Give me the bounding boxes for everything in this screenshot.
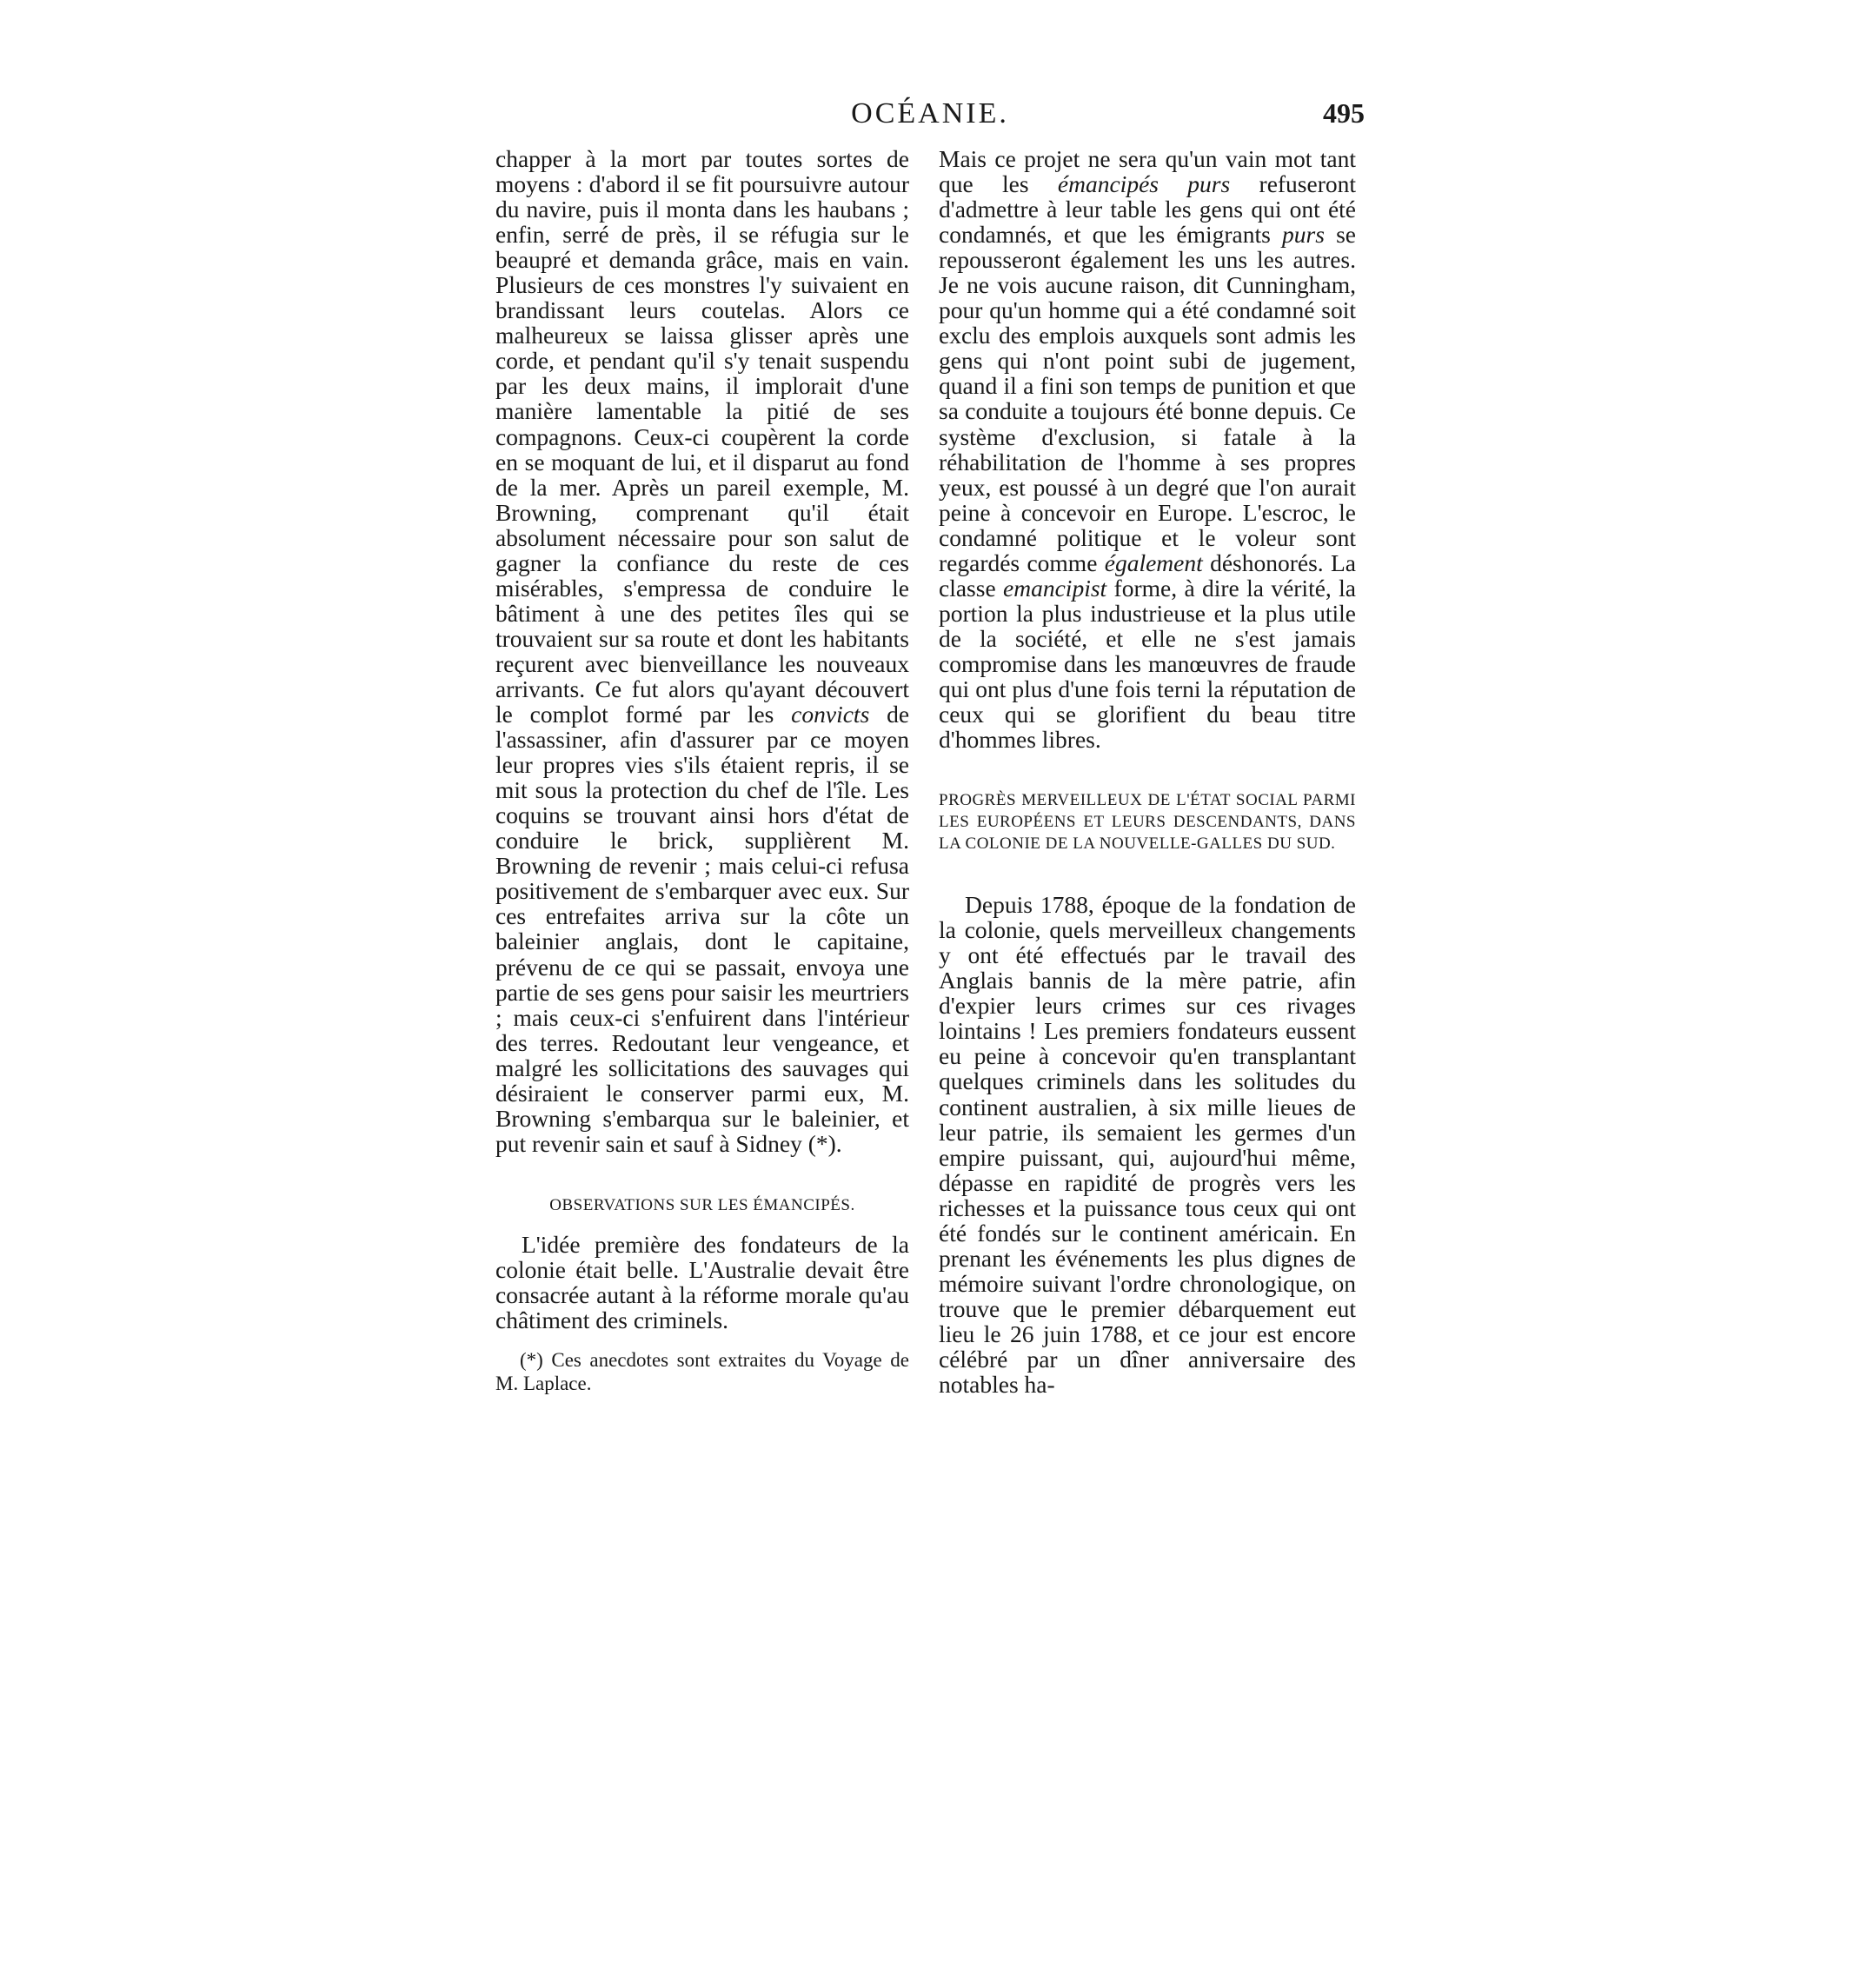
left-column [495,146,909,1395]
left-paragraph-1-text: chapper à la mort par toutes sortes de moyens : d'abord il se fit poursuivre autour du navire, puis il monta dans les haubans ; enfin, serré de près, il se réfugia sur le beaupré et demanda grâce, mais en vain. Plusieurs de ces monstres l'y suivaient en brandissant leurs coutelas. Alors ce malheureux se laissa glisser après une corde, et pendant qu'il s'y tenait suspendu par les deux mains, il implorait d'une manière lamentable la pitié de ses compagnons. Ceux-ci coupèrent la corde en se moquant de lui, et il disparut au fond de la mer. Après un pareil exemple, M. Browning, comprenant qu'il était absolument nécessaire pour son salut de gagner la confiance du reste de ces misérables, s'empressa de conduire le bâtiment à une des petites îles qui se trouvaient sur sa route et dont les habitants reçurent avec bienveillance les nouveaux arrivants. Ce fut alors qu'ayant découvert le complot formé par les [495,145,909,728]
right-paragraph-1-e: forme, à dire la vérité, la portion la plus industrieuse et la plus utile de la société, et elle ne s'est jamais compromise dans les manœuvres de fraude qui ont plus d'une fois terni la réputation de ceux qui se glorifient du beau titre d'hommes libres. [939,574,1356,754]
right-paragraph-1-c: se repousseront également les uns les autres. Je ne vois aucune raison, dit Cunningham, pour qu'un homme qui a été condamné soit exclu des emplois auxquels sont admis les gens qui n'ont point subi de jugement, quand il a fini son temps de punition et que sa conduite a toujours été bonne depuis. Ce système d'exclusion, si fatale à la réhabilitation de l'homme à ses propres yeux, est poussé à un degré que l'on aurait peine à concevoir en Europe. L'escroc, le condamné politique et le voleur sont regardés comme [939,221,1356,576]
right-paragraph-1 [939,146,1356,752]
running-title: OCÉANIE. [851,97,1009,130]
section-heading-progres: PROGRÈS MERVEILLEUX DE L'ÉTAT SOCIAL PARMI LES EUROPÉENS ET LEURS DESCENDANTS, DANS LA COLONIE DE LA NOUVELLE-GALLES DU SUD. [939,791,1356,854]
right-paragraph-1-italic-2: purs [1282,221,1325,249]
right-paragraph-1-italic-3: également [1104,549,1203,576]
left-paragraph-2: L'idée première des fondateurs de la colonie était belle. L'Australie devait être consacrée autant à la réforme morale qu'au châtiment des criminels. [495,1230,909,1334]
left-paragraph-1-end: de l'assassiner, afin d'assurer par ce moyen leur propres vies s'ils étaient repris, il se mit sous la protection du chef de l'île. Les coquins se trouvant ainsi hors d'état de conduire le brick, supplièrent M. Browning de revenir ; mais celui-ci refusa positivement de s'embarquer avec eux. Sur ces entrefaites arriva sur la côte un baleinier anglais, dont le capitaine, prévenu de ce qui se passait, envoya une partie de ses gens pour saisir les meurtriers ; mais ceux-ci s'enfuirent dans l'intérieur des terres. Redoutant leur vengeance, et malgré les sollicitations des sauvages qui désiraient le conserver parmi eux, M. Browning s'embarqua sur le baleinier, et put revenir sain et sauf à Sidney (*). [495,701,910,1157]
right-paragraph-1-italic-1: émancipés purs [1057,170,1231,198]
section-heading-observations: OBSERVATIONS SUR LES ÉMANCIPÉS. [549,1195,855,1214]
footnote: (*) Ces anecdotes sont extraites du Voyage de M. Laplace. [495,1349,909,1395]
left-paragraph-1 [495,146,909,1156]
right-column [939,146,1356,1397]
right-paragraph-1-italic-4: emancipist [1003,574,1107,602]
left-paragraph-1-italic: convicts [791,701,870,728]
right-paragraph-1-b: refuseront d'admettre à leur table les gens qui ont été condamnés, et que les émigrants [939,170,1357,249]
page-number: 495 [1323,97,1365,129]
right-paragraph-1-a: Mais ce projet ne sera qu'un vain mot tant que les [939,145,1356,198]
right-paragraph-2: Depuis 1788, époque de la fondation de la colonie, quels merveilleux changements y ont été effectués par le travail des Anglais bannis de la mère patrie, afin d'expier leurs crimes sur ces rivages lointains ! Les premiers fondateurs eussent eu peine à concevoir qu'en transplantant quelques criminels dans les solitudes du continent australien, à six mille lieues de leur patrie, ils semaient les germes d'un empire puissant, qui, aujourd'hui même, dépasse en rapidité de progrès vers les richesses et la puissance tous ceux qui ont été fondés sur le continent américain. En prenant les événements les plus dignes de mémoire suivant l'ordre chronologique, on trouve que le premier débarquement eut lieu le 26 juin 1788, et ce jour est encore célébré par un dîner anniversaire des notables ha- [939,891,1356,1399]
right-paragraph-1-d: déshonorés. La classe [939,549,1357,602]
